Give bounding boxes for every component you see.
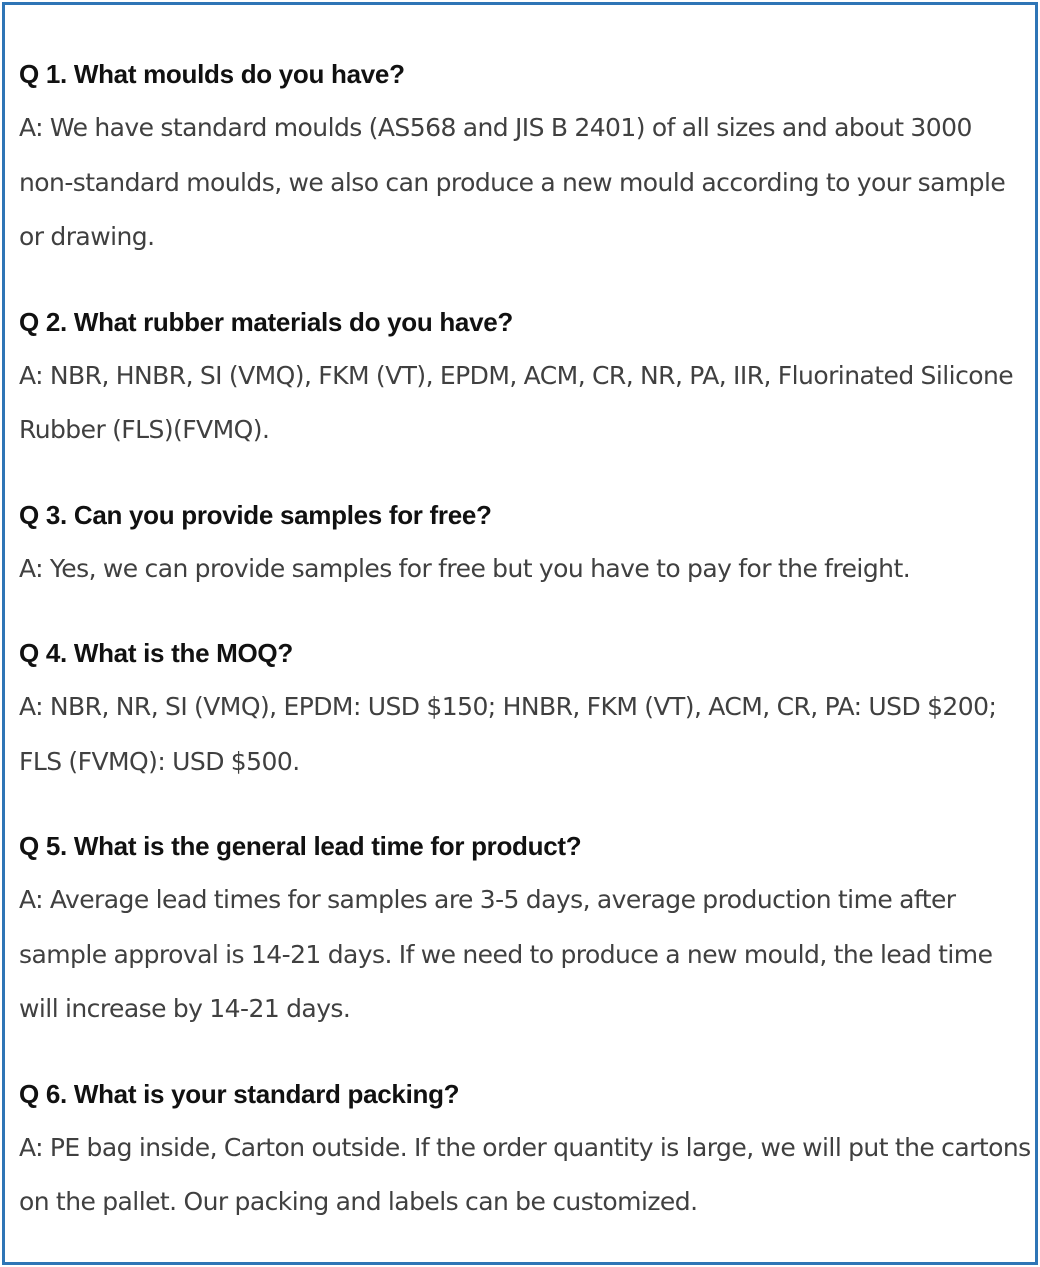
faq-question-4: Q 4. What is the MOQ? [19, 638, 293, 668]
faq-question-5: Q 5. What is the general lead time for product? [19, 831, 582, 861]
faq-answer-6: A: PE bag inside, Carton outside. If the order quantity is large, we will put the cartons on the pallet. Our packing and labels can be customized. [19, 1132, 1031, 1216]
faq-question-6: Q 6. What is your standard packing? [19, 1078, 460, 1109]
faq-item-3 [19, 488, 1031, 597]
faq-item-6 [19, 1067, 1031, 1230]
faq-item-5 [19, 819, 1031, 1037]
faq-question-1: Q 1. What moulds do you have? [19, 59, 405, 89]
faq-item-4 [19, 626, 1031, 789]
faq-question-3: Q 3. Can you provide samples for free? [19, 499, 492, 530]
faq-answer-4: A: NBR, NR, SI (VMQ), EPDM: USD $150; HNBR, FKM (VT), ACM, CR, PA: USD $200; FLS (FVMQ): USD $500. [19, 692, 997, 776]
faq-item-2 [19, 295, 1031, 458]
faq-answer-3: A: Yes, we can provide samples for free but you have to pay for the freight. [19, 553, 911, 583]
faq-question-2: Q 2. What rubber materials do you have? [19, 306, 513, 337]
faq-answer-2: A: NBR, HNBR, SI (VMQ), FKM (VT), EPDM, ACM, CR, NR, PA, IIR, Fluorinated Silicone Rubber (FLS)(FVMQ). [19, 360, 1014, 444]
faq-frame [2, 2, 1038, 1265]
faq-item-1 [19, 47, 1031, 265]
faq-answer-1: A: We have standard moulds (AS568 and JIS B 2401) of all sizes and about 3000 non-standard moulds, we also can produce a new mould according to your sample or drawing. [19, 113, 1006, 251]
faq-answer-5: A: Average lead times for samples are 3-5 days, average production time after sample approval is 14-21 days. If we need to produce a new mould, the lead time will increase by 14-21 days. [19, 885, 993, 1023]
faq-list [19, 47, 1031, 1260]
